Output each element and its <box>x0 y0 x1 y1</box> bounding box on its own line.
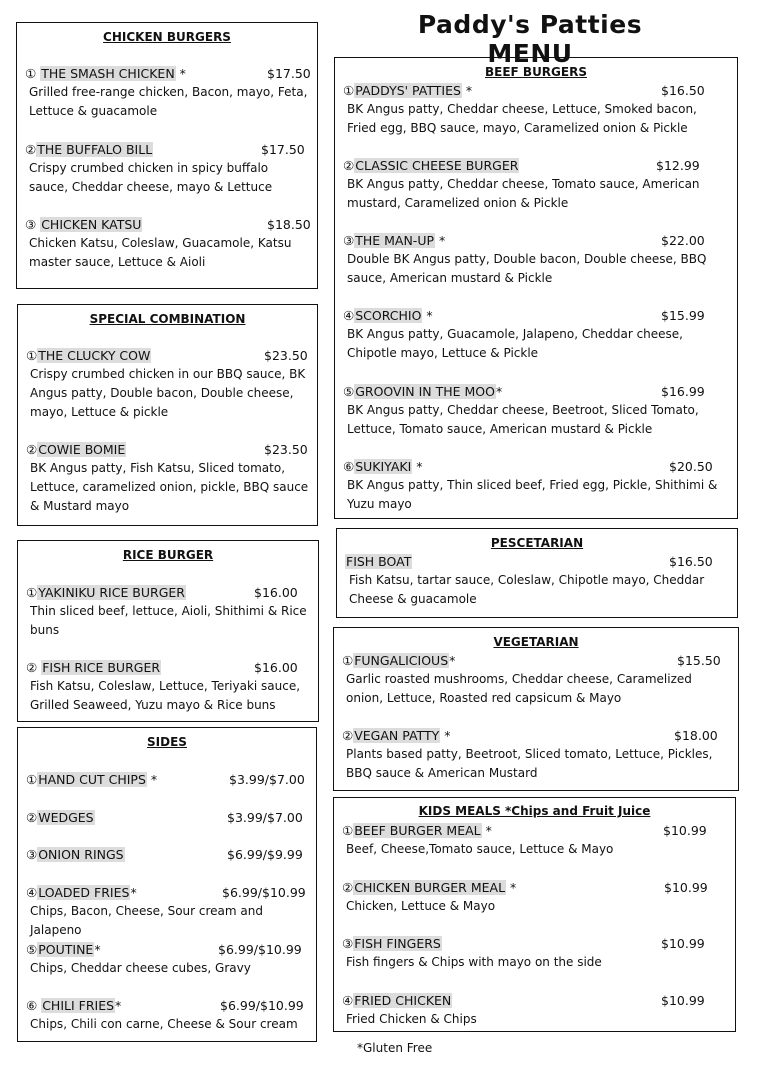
item-name: VEGAN PATTY <box>354 728 440 743</box>
item-price: $17.50 <box>261 142 305 157</box>
kids-meals-section <box>333 797 736 1032</box>
gluten-free-footnote: *Gluten Free <box>357 1041 433 1055</box>
item-description: Chips, Bacon, Cheese, Sour cream and Jalapeno <box>30 904 263 937</box>
item-name: COWIE BOMIE <box>38 442 126 457</box>
item-price: $23.50 <box>264 348 308 363</box>
item-price: $16.00 <box>254 585 298 600</box>
item-number: ③ <box>343 233 355 248</box>
item-price: $6.99/$10.99 <box>218 942 302 957</box>
menu-item <box>345 553 729 609</box>
item-number: ⑥ <box>343 459 355 474</box>
item-price: $15.50 <box>677 653 721 668</box>
gluten-free-mark: * <box>94 942 101 957</box>
item-name: BEEF BURGER MEAL <box>354 823 481 838</box>
item-number: ① <box>26 585 38 600</box>
menu-item <box>342 727 730 783</box>
item-price: $18.00 <box>674 728 718 743</box>
item-name: CHICKEN KATSU <box>41 217 142 232</box>
item-price: $16.50 <box>669 554 713 569</box>
item-description: Fish Katsu, tartar sauce, Coleslaw, Chipotle mayo, Cheddar Cheese & guacamole <box>349 573 705 606</box>
gluten-free-mark: * <box>435 233 446 248</box>
item-description: Chips, Cheddar cheese cubes, Gravy <box>30 961 251 975</box>
item-number: ③ <box>26 847 38 862</box>
item-description: BK Angus patty, Cheddar cheese, Tomato sauce, American mustard, Caramelized onion & Pickle <box>347 177 700 210</box>
item-number: ② <box>26 660 38 675</box>
item-description: Fish fingers & Chips with mayo on the side <box>346 955 602 969</box>
item-number: ② <box>26 442 38 457</box>
item-number: ④ <box>342 993 354 1008</box>
gluten-free-mark: * <box>422 308 433 323</box>
item-number: ① <box>26 348 38 363</box>
gluten-free-mark: * <box>440 728 451 743</box>
item-description: Chicken, Lettuce & Mayo <box>346 899 496 913</box>
item-description: Fish Katsu, Coleslaw, Lettuce, Teriyaki sauce, Grilled Seaweed, Yuzu mayo & Rice buns <box>30 679 301 712</box>
item-name: THE BUFFALO BILL <box>37 142 153 157</box>
section-title: SPECIAL COMBINATION <box>89 312 246 326</box>
item-price: $3.99/$7.00 <box>227 810 303 825</box>
item-price: $12.99 <box>656 158 700 173</box>
item-name: CHILI FRIES <box>42 998 115 1013</box>
item-name: FUNGALICIOUS <box>354 653 449 668</box>
item-name: SCORCHIO <box>355 308 422 323</box>
menu-item <box>26 347 309 422</box>
menu-item <box>26 997 308 1034</box>
item-price: $22.00 <box>661 233 705 248</box>
item-number: ③ <box>342 936 354 951</box>
item-price: $16.50 <box>661 83 705 98</box>
menu-item <box>25 216 309 272</box>
item-price: $6.99/$9.99 <box>227 847 303 862</box>
menu-item <box>342 992 727 1029</box>
section-title: BEEF BURGERS <box>485 65 587 79</box>
item-name: CHICKEN BURGER MEAL <box>354 880 506 895</box>
item-name: POUTINE <box>38 942 94 957</box>
item-description: BK Angus patty, Cheddar cheese, Lettuce, Smoked bacon, Fried egg, BBQ sauce, mayo, Caramelized onion & Pickle <box>347 102 697 135</box>
gluten-free-mark: * <box>412 459 423 474</box>
item-name: ONION RINGS <box>38 847 124 862</box>
gluten-free-mark: * <box>506 880 517 895</box>
item-number: ② <box>343 158 355 173</box>
item-number: ① <box>25 66 37 81</box>
item-description: Crispy crumbed chicken in spicy buffalo sauce, Cheddar cheese, mayo & Lettuce <box>29 161 273 194</box>
menu-item <box>25 141 309 197</box>
item-price: $6.99/$10.99 <box>220 998 304 1013</box>
item-price: $20.50 <box>669 459 713 474</box>
section-title: SIDES <box>147 735 187 749</box>
item-number: ⑥ <box>26 998 38 1013</box>
special-combination-section <box>17 304 318 526</box>
section-title: CHICKEN BURGERS <box>103 30 231 44</box>
section-title: PESCETARIAN <box>490 536 584 550</box>
item-description: Crispy crumbed chicken in our BBQ sauce, BK Angus patty, Double bacon, Double cheese, mayo, Lettuce & pickle <box>30 367 306 419</box>
item-price: $10.99 <box>661 993 705 1008</box>
menu-item <box>26 441 309 516</box>
section-title: RICE BURGER <box>122 548 214 562</box>
item-number: ② <box>25 142 37 157</box>
sides-section <box>17 727 317 1042</box>
item-description: BK Angus patty, Cheddar cheese, Beetroot, Sliced Tomato, Lettuce, Tomato sauce, American mustard & Pickle <box>347 403 699 436</box>
item-number: ⑤ <box>26 942 38 957</box>
gluten-free-mark: * <box>146 772 158 787</box>
item-number: ④ <box>343 308 355 323</box>
item-number: ② <box>26 810 38 825</box>
chicken-burgers-section <box>16 22 318 289</box>
beef-burgers-section <box>334 57 738 519</box>
menu-item <box>26 809 308 826</box>
menu-item <box>343 157 729 213</box>
item-name: YAKINIKU RICE BURGER <box>38 585 185 600</box>
item-name: THE CLUCKY COW <box>38 348 151 363</box>
rice-burger-section <box>17 540 319 722</box>
menu-item <box>343 232 729 288</box>
item-number: ① <box>342 653 354 668</box>
item-number: ① <box>342 823 354 838</box>
item-number: ④ <box>26 885 38 900</box>
item-description: BK Angus patty, Thin sliced beef, Fried egg, Pickle, Shithimi & Yuzu mayo <box>347 478 718 511</box>
menu-item <box>26 884 308 940</box>
gluten-free-mark: * <box>461 83 473 98</box>
item-name: CLASSIC CHEESE BURGER <box>355 158 519 173</box>
gluten-free-mark: * <box>449 653 456 668</box>
menu-item <box>342 822 727 859</box>
item-description: Double BK Angus patty, Double bacon, Double cheese, BBQ sauce, American mustard & Pickle <box>347 252 707 285</box>
item-name: LOADED FRIES <box>38 885 130 900</box>
item-number: ① <box>343 83 355 98</box>
menu-item <box>342 879 727 916</box>
pescetarian-section <box>336 528 738 618</box>
item-description: Plants based patty, Beetroot, Sliced tomato, Lettuce, Pickles, BBQ sauce & American Mustard <box>346 747 713 780</box>
item-number: ② <box>342 880 354 895</box>
menu-item <box>26 771 308 788</box>
menu-title: Paddy's Patties MENU <box>417 10 643 68</box>
menu-item <box>25 65 309 121</box>
item-name: THE SMASH CHICKEN <box>41 66 175 81</box>
item-price: $17.50 <box>267 66 311 81</box>
item-description: Garlic roasted mushrooms, Cheddar cheese, Caramelized onion, Lettuce, Roasted red capsicum & Mayo <box>346 672 692 705</box>
menu-item <box>343 458 729 514</box>
item-price: $15.99 <box>661 308 705 323</box>
menu-item <box>26 584 310 640</box>
item-name: FRIED CHICKEN <box>354 993 452 1008</box>
item-description: Fried Chicken & Chips <box>346 1012 477 1026</box>
item-number: ⑤ <box>343 384 355 399</box>
menu-item <box>343 307 729 363</box>
item-price: $10.99 <box>664 880 708 895</box>
item-name: HAND CUT CHIPS <box>38 772 146 787</box>
item-number: ① <box>26 772 38 787</box>
menu-item <box>343 82 729 138</box>
section-title: VEGETARIAN <box>493 635 579 649</box>
item-description: Chicken Katsu, Coleslaw, Guacamole, Katsu master sauce, Lettuce & Aioli <box>29 236 292 269</box>
menu-item <box>343 383 729 439</box>
item-name: FISH RICE BURGER <box>42 660 161 675</box>
menu-item <box>342 935 727 972</box>
item-name: PADDYS' PATTIES <box>355 83 461 98</box>
item-number: ② <box>342 728 354 743</box>
gluten-free-mark: * <box>175 66 186 81</box>
item-price: $23.50 <box>264 442 308 457</box>
menu-item <box>342 652 730 708</box>
item-description: Chips, Chili con carne, Cheese & Sour cream <box>30 1017 298 1031</box>
menu-item <box>26 846 308 863</box>
item-description: BK Angus patty, Fish Katsu, Sliced tomato, Lettuce, caramelized onion, pickle, BBQ sauce & Mustard mayo <box>30 461 309 513</box>
section-title: KIDS MEALS *Chips and Fruit Juice <box>418 804 651 818</box>
item-name: WEDGES <box>38 810 94 825</box>
item-description: BK Angus patty, Guacamole, Jalapeno, Cheddar cheese, Chipotle mayo, Lettuce & Pickle <box>347 327 683 360</box>
item-name: GROOVIN IN THE MOO <box>355 384 495 399</box>
item-price: $6.99/$10.99 <box>222 885 306 900</box>
menu-item <box>26 659 310 715</box>
item-price: $3.99/$7.00 <box>229 772 305 787</box>
item-price: $10.99 <box>663 823 707 838</box>
item-name: THE MAN-UP <box>355 233 435 248</box>
vegetarian-section <box>333 627 739 791</box>
item-name: SUKIYAKI <box>355 459 412 474</box>
item-number: ③ <box>25 217 37 232</box>
gluten-free-mark: * <box>115 998 122 1013</box>
item-description: Grilled free-range chicken, Bacon, mayo, Feta, Lettuce & guacamole <box>29 85 308 118</box>
gluten-free-mark: * <box>496 384 503 399</box>
item-name: FISH FINGERS <box>354 936 441 951</box>
item-price: $10.99 <box>661 936 705 951</box>
gluten-free-mark: * <box>130 885 137 900</box>
item-price: $18.50 <box>267 217 311 232</box>
item-price: $16.99 <box>661 384 705 399</box>
menu-item <box>26 941 308 978</box>
gluten-free-mark: * <box>481 823 492 838</box>
item-description: Thin sliced beef, lettuce, Aioli, Shithimi & Rice buns <box>30 604 307 637</box>
item-price: $16.00 <box>254 660 298 675</box>
item-name: FISH BOAT <box>346 554 412 569</box>
item-description: Beef, Cheese,Tomato sauce, Lettuce & Mayo <box>346 842 614 856</box>
